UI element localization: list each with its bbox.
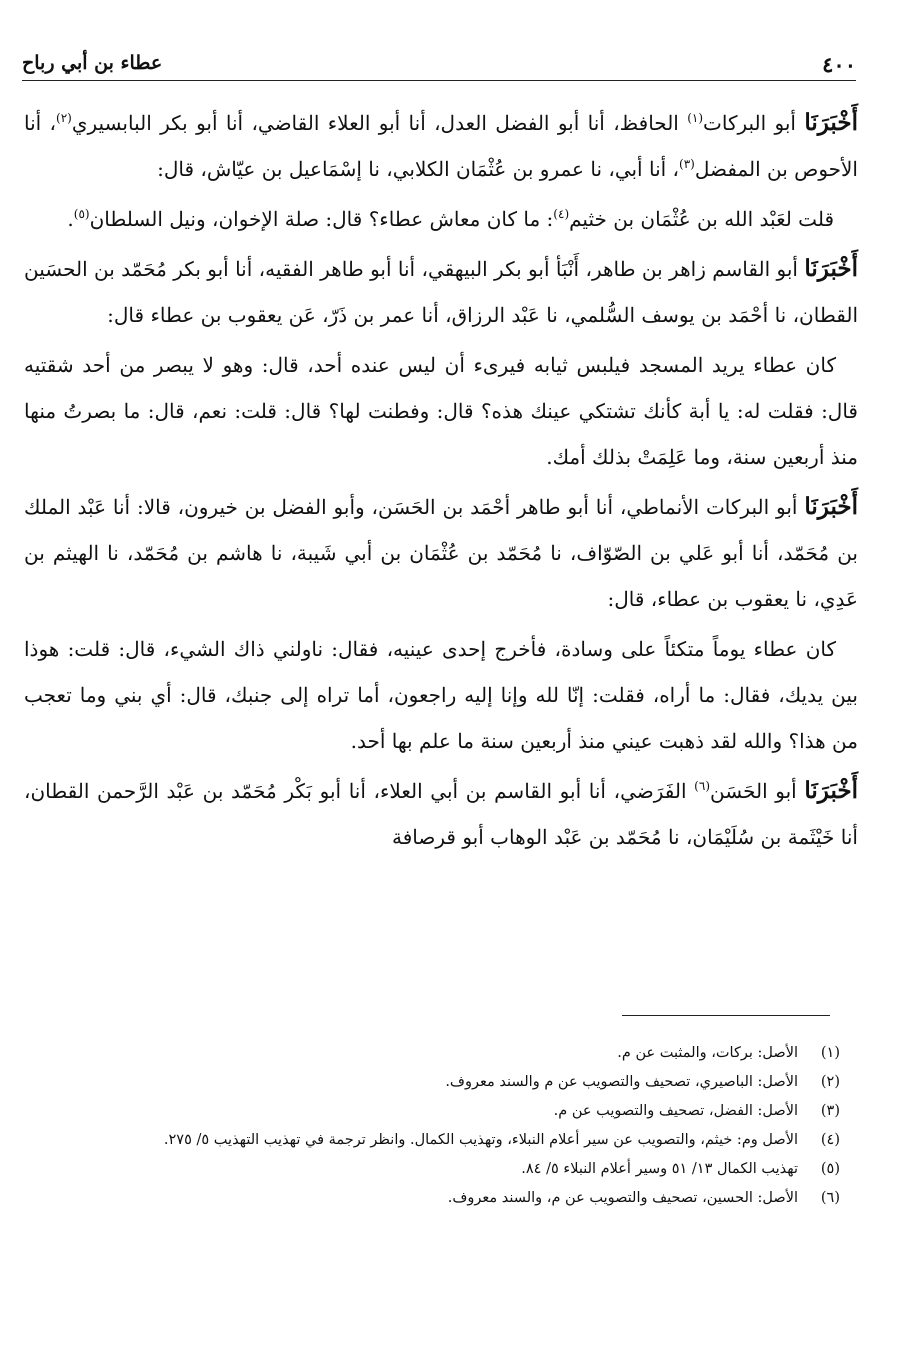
paragraph-text: ، أنا أبي، نا عمرو بن عُثْمَان الكلابي، نا إسْمَاعيل بن عيّاش، قال: [157,157,679,181]
footnotes [26,1040,840,1214]
footnote [26,1156,840,1183]
paragraph-text: أبو الحَسَن [710,779,805,803]
running-title: عطاء بن أبي رباح [22,52,163,74]
page-number: ٤٠٠ [822,52,856,77]
footnote [26,1069,840,1096]
paragraph-text: كان عطاء يوماً متكئاً على وسادة، فأخرج إحدى عينيه، فقال: ناولني ذاك الشيء، قال: قلت: هوذا بين يديك، فقال: ما أراه، فقلت: إنّا لله وإنا إليه راجعون، أما تراه إلى جنبك، قال: أي بني وما تعجب من هذا؟ والله لقد ذهبت عيني منذ أربعين سنة ما علم بها أحد. [24,637,858,753]
paragraph [24,768,858,860]
footnote-marker: (٦) [694,779,710,793]
footnote-text: الأصل: الحسين، تصحيف والتصويب عن م، والسند معروف. [447,1190,798,1206]
paragraph-text: الحافظ، أنا أبو الفضل العدل، أنا أبو العلاء القاضي، أنا أبو بكر البابسيري [71,111,688,135]
footnote [26,1185,840,1212]
footnote [26,1040,840,1067]
narration-lead-word: أَخْبَرَنَا [804,255,858,282]
paragraph [24,246,858,338]
paragraph-text: أبو البركات [703,111,805,135]
footnote-marker: (٣) [679,157,695,171]
footnote-text: الأصل: الباصيري، تصحيف والتصويب عن م والسند معروف. [445,1074,798,1090]
narration-lead-word: أَخْبَرَنَا [804,777,859,804]
footnote-marker: (٢) [56,111,72,125]
footnote [26,1098,840,1125]
paragraph-text: الفَرَضي، أنا أبو القاسم بن أبي العلاء، أنا أبو بَكْر مُحَمّد بن عَبْد الرَّحمن القطان، أنا خَيْثَمة بن سُلَيْمَان، نا مُحَمّد بن عَبْد الوهاب أبو قرصافة [24,779,858,849]
paragraph-text: كان عطاء يريد المسجد فيلبس ثيابه فيرىء أن ليس عنده أحد، قال: وهو لا يبصر من أحد شقتيه قال: فقلت له: يا أبة كأنك تشتكي عينك هذه؟ قال: وفطنت لها؟ قال: قلت: نعم، قال: ما بصرتُ منها منذ أربعين سنة، وما عَلِمَتْ بذلك أمك. [24,353,858,469]
footnote-text: الأصل وم: خيثم، والتصويب عن سير أعلام النبلاء، وتهذيب الكمال. وانظر ترجمة في تهذيب التهذيب ٥/ ٢٧٥. [163,1132,798,1148]
paragraph-text: . [67,207,74,231]
paragraph-text: ، أنا الأحوص بن المفضل [24,111,858,181]
paragraph-text: أبو البركات الأنماطي، أنا أبو طاهر أحْمَد بن الحَسَن، وأبو الفضل بن خيرون، قالا: أنا عَبْد الملك بن مُحَمّد، أنا أبو عَلي بن الصّوّاف، نا مُحَمّد بن عُثْمَان بن أبي شَيبة، نا هاشم بن مُحَمّد، نا الهيثم بن عَدِي، نا يعقوب بن عطاء، قال: [24,495,858,611]
narration-lead-word: أَخْبَرَنَا [804,109,858,136]
paragraph [24,484,858,622]
paragraph-text: قلت لعَبْد الله بن عُثْمَان بن خثيم [569,207,834,231]
footnote-marker: (١) [687,111,704,125]
paragraph [24,196,858,242]
footnote-number: (٤) [820,1132,840,1148]
footnote-number: (٦) [820,1190,840,1206]
footnote-text: الأصل: بركات، والمثبت عن م. [617,1045,798,1061]
paragraph [24,342,858,480]
narration-lead-word: أَخْبَرَنَا [804,493,858,520]
footnote-marker: (٥) [73,207,90,221]
footnote [26,1127,840,1154]
paragraph-text: : ما كان معاش عطاء؟ قال: صلة الإخوان، ونيل السلطان [89,207,554,231]
footnote-text: تهذيب الكمال ١٣/ ٥١ وسير أعلام النبلاء ٥/ ٨٤. [521,1161,798,1177]
footnote-marker: (٤) [553,207,570,221]
footnote-number: (٢) [820,1074,840,1090]
footnote-number: (٣) [820,1103,840,1119]
main-text [24,100,858,864]
footnote-divider [622,1015,830,1016]
page-header [22,48,856,81]
paragraph-text: أبو القاسم زاهر بن طاهر، أَنْبَأ أبو بكر البيهقي، أنا أبو طاهر الفقيه، أنا أبو بكر مُحَمّد بن الحسَين القطان، نا أحْمَد بن يوسف السُّلمي، نا عَبْد الرزاق، أنا عمر بن ذَرّ، عَن يعقوب بن عطاء قال: [24,257,858,327]
footnote-text: الأصل: الفضل، تصحيف والتصويب عن م. [553,1103,798,1119]
paragraph [24,100,858,192]
paragraph [24,626,858,764]
footnote-number: (١) [820,1045,840,1061]
footnote-number: (٥) [820,1161,840,1177]
